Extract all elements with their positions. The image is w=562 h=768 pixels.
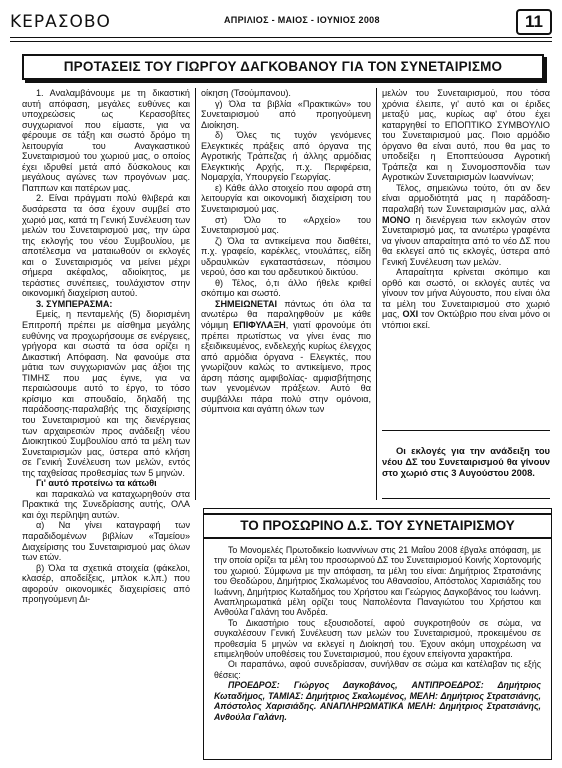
issue-date: ΑΠΡΙΛΙΟΣ - ΜΑΙΟΣ - ΙΟΥΝΙΟΣ 2008 (224, 15, 380, 25)
paragraph: οίκηση (Τσούμπανου). (201, 88, 291, 98)
column-divider (195, 88, 196, 500)
paragraph: α) Να γίνει καταγραφή των παραδιδομένων βιβλίων «Ταμείου» Διαχείρισης του Συνεταιρισμού μας όλων των ετών. (22, 520, 190, 563)
column-1 (22, 88, 190, 605)
paragraph: 1. Αναλαμβάνουμε με τη δικαστική αυτή απόφαση, μεγάλες ευθύνες και υποχρεώσεις ως Κερασοβίτες συγχωριανοί που είμαστε, για να φέρουμε σε τάξη και σωστό δρόμο τη λειτουργία του Αναγκαστικού Συνεταιρισμού του χωριού μας, ο οποίος έχει ιδρυθεί μετά από δύσκολους και μεγάλους αγώνες των προγόνων μας. Παππων και πατέρων μας. (22, 88, 190, 193)
paragraph: 2. Είναι πράγματι πολύ θλιβερά και δυσάρεστα τα όσα έχουν συμβεί στο χωριό μας, κατά τη Γενική Συνέλευση των μελών του Συνεταιρισμού μας, την ώρα της εκλογής του νέου Συμβουλίου, με αποτέλεσμα να ματαιωθούν οι εκλογές και ο Συνεταιρισμός να μείνει μέχρι σήμερα ακέφαλος, αδιοίκητος, με τεράστιες συνέπειες, τουλάχιστον στην οικονομική διαχείριση αυτού. (22, 193, 190, 299)
emphasis: ΕΠΙΦΥΛΑΞΗ (233, 320, 286, 331)
paragraph (201, 299, 371, 415)
election-announcement: Οι εκλογές για την ανάδειξη του νέου ΔΣ του Συνεταιρισμού θα γίνουν στο χωριό στις 3 Αυγούστου 2008. (382, 445, 550, 478)
column-3 (382, 88, 550, 331)
paragraph: β) Όλα τα σχετικά στοιχεία (φάκελοι, κλασέρ, αποδείξεις, μπλοκ κ.λπ.) που αφορούν οικονομικές διαχειρίσεις από προηγούμενη Δι- (22, 562, 190, 605)
text: η διενέργεια των εκλογών στον Συνεταιρισμό μας, τα ανωτέρω γραφέντα να γίνουν απαραίτητα από το νέο ΔΣ που θα εκλεγεί από τις εκλογές, ύστερα από Γενική Συνέλευση των μελών. (382, 214, 550, 267)
section-heading: Γι' αυτό προτείνω τα κάτωθι (36, 478, 157, 489)
page-header (10, 8, 552, 36)
article-title: ΠΡΟΤΑΣΕΙΣ ΤΟΥ ΓΙΩΡΓΟΥ ΔΑΓΚΟΒΑΝΟΥ ΓΙΑ ΤΟΝ ΣΥΝΕΤΑΙΡΙΣΜΟ (22, 54, 544, 80)
paragraph: γ) Όλα τα βιβλία «Πρακτικών» του Συνεταιρισμού από προηγούμενη Διοίκηση. (201, 98, 371, 130)
paragraph (382, 183, 550, 267)
paragraph: Το Μονομελές Πρωτοδικείο Ιωαννίνων στις 21 Μαΐου 2008 έβγαλε απόφαση, με την οποία ορίζει τα μέλη του προσωρινού ΔΣ του Συνεταιρισμού Κοινής Χορτονομής του χωριού. Σύμφωνα με την απόφαση, τα μέλη του είναι: Δημήτριος Στρατσιάνης του Θεοδώρου, Δημήτριος Σκαλωμένος του Αθανασίου, Απόστολος Χαρισιάδης του Ιωάννη, Δημήτριος Κωταδήμος του Χρήστου και Γεώργιος Δαγκοβάνος του Ιωάννη. Αναπληρωματικά μέλη ορίζει τους Ναπολέοντα Παναγιώτου του Χρήστου και Ανθούλα Γαλάνη του Ανδρέα. (214, 545, 541, 618)
board-box (203, 508, 552, 760)
paragraph: στ) Όλο το «Αρχείο» του Συνεταιρισμού μας. (201, 214, 371, 236)
paragraph: και παρακαλώ να καταχωρηθούν στα Πρακτικά της Συνεδρίασης αυτής, ΟΛΑ και όχι περίληψη αυτών. (22, 488, 190, 520)
paragraph: θ) Τέλος, ό,τι άλλο ήθελε κριθεί σκόπιμο και σωστό. (201, 277, 371, 299)
paragraph: δ) Όλες τις τυχόν γενόμενες Ελεγκτικές πράξεις από όργανα της Αγροτικής Τράπεζας ή άλλης αρμόδιας Ελεγκτικής Αρχής, π.χ. Περιφέρεια, Νομαρχία, Υπουργείο Γεωργίας. (201, 130, 371, 183)
box-title: ΤΟ ΠΡΟΣΩΡΙΝΟ Δ.Σ. ΤΟΥ ΣΥΝΕΤΑΙΡΙΣΜΟΥ (204, 513, 551, 539)
header-rule (10, 37, 552, 38)
paragraph: Το Δικαστήριο τους εξουσιοδοτεί, αφού συγκροτηθούν σε σώμα, να συγκαλέσουν Γενική Συνέλευση των μελών του Συνεταιρισμού, προκειμένου σε προθεσμία 5 μηνών να εκλεγεί η Διοίκησή του. Έχουν ακόμη υποχρέωση να επιμεληθούν υποθέσεις του Συνεταιρισμού, που έχουν επείγοντα χαρακτήρα. (214, 617, 541, 660)
text: Απαραίτητα κρίνεται σκόπιμο και ορθό και σωστό, οι εκλογές αυτές να γίνουν τον μήνα Αύγουστο, που είναι όλα τα μέλη του Συνεταιρισμού στο χωριό μας, (382, 267, 550, 320)
emphasis: ΣΗΜΕΙΩΝΕΤΑΙ (215, 298, 278, 309)
text: , γιατί φρονούμε ότι πρέπει πρωτίστως να γίνει ένας πιο εξειδικευμένος, ενδελεχής κυρίως έλεγχος από αρμόδια όργανα - Ελεγκτές, που γνωρίζουν καλώς το αντικείμενο, προς άρση πάσης αμφιβολίας- αμφισβήτησης των γενομένων πράξεων. Αυτό θα συμβάλλει πάρα πολύ στην ομόνοια, σύμπνοια και αγάπη όλων των (201, 320, 371, 415)
header-rule-2 (10, 41, 552, 42)
announcement-rule (382, 430, 550, 431)
emphasis: ΟΧΙ (402, 309, 419, 320)
box-body (214, 545, 541, 722)
newspaper-name: ΚΕΡΑΣΟΒΟ (10, 12, 111, 32)
column-divider (376, 88, 377, 500)
board-members: ΠΡΟΕΔΡΟΣ: Γιώργος Δαγκοβάνος, ΑΝΤΙΠΡΟΕΔΡΟΣ: Δημήτριος Κωταδήμος, ΤΑΜΙΑΣ: Δημήτριος Σκαλωμένος, ΜΕΛΗ: Δημήτριος Στρατσιάνης, Απόστολος Χαρισιάδης. ΑΝΑΠΛΗΡΩΜΑΤΙΚΑ ΜΕΛΗ: Δημήτριος Στρατσιάνης, Ανθούλα Γαλάνη. (214, 680, 541, 722)
paragraph (382, 267, 550, 330)
text: τον Οκτώβριο που είναι μόνο οι ντόπιοι εκεί. (382, 309, 551, 331)
paragraph: ζ) Όλα τα αντικείμενα που διαθέτει, π.χ. γραφείο, καρέκλες, ντουλάπες, είδη υδραυλικών εγκαταστάσεων, πόσιμου νερού, όσο και του αρδευτικού δικτύου. (201, 235, 371, 278)
text: Τέλος, σημειώνω τούτο, ότι αν δεν είναι αρμοδιότητά μας η παράδοση-παραλαβή των Συνεταιρισμών μας, αλλά (382, 182, 550, 215)
paragraph: μελών του Συνεταιρισμού, που τόσα χρόνια έλειπε, γι' αυτό και οι έριδες μεταξύ μας, κυρίως αφ' ότου έχει καταργηθεί το ΕΠΟΠΤΙΚΟ ΣΥΜΒΟΥΛΙΟ του Συνεταιρισμού μας. Ποιο αρμόδιο όργανο θα είναι αυτό, που θα μας το υποδείξει η Εποπτεύουσα Αγροτική Τράπεζα και η Συνομοσπονδία των Αγροτικών Συνεταιρισμών Ιωαννίνων; (382, 88, 550, 183)
paragraph: Εμείς, η πενταμελής (5) διορισμένη Επιτροπή πρέπει με αίσθημα μεγάλης ευθύνης να προχωρήσουμε σε ενέργειες, γρήγορα και σωστά τα όσα ορίζει η Δικαστική Απόφαση. Να φανούμε στα μάτια των συγχωριανών μας άξιοι της ΤΙΜΗΣ που μας έγινε, για να περαιώσουμε αυτό το έργο, το τόσο κρίσιμο και σπουδαίο, δηλαδή της παράδοσης-παραλαβής της διαχείρισης του Συνεταιρισμού και της διενέργειας των αρχαιρεσιών προς ανάδειξη νέου Διοικητικού Συμβουλίου από τα μέλη των Συνεταιρισμών μας, ύστερα από κλήση σε Γενική Συνέλευση των μελών, εντός της ταχθείσας προθεσμίας των 5 μηνών. (22, 309, 190, 478)
emphasis: ΜΟΝΟ (382, 214, 411, 225)
text: πάντως ότι όλα τα ανωτέρω θα παραληφθούν με κάθε νόμιμη (201, 298, 371, 331)
column-2 (201, 88, 371, 415)
page-number: 11 (516, 9, 552, 35)
announcement-rule (382, 498, 550, 499)
paragraph: Οι παραπάνω, αφού συνεδρίασαν, συνήλθαν σε σώμα και κατέλαβαν τις εξής θέσεις: (214, 659, 541, 680)
section-heading: 3. ΣΥΜΠΕΡΑΣΜΑ: (36, 298, 113, 309)
paragraph: ε) Κάθε άλλο στοιχείο που αφορά στη λειτουργία και οικονομική διαχείριση του Συνεταιρισμού μας. (201, 182, 371, 215)
